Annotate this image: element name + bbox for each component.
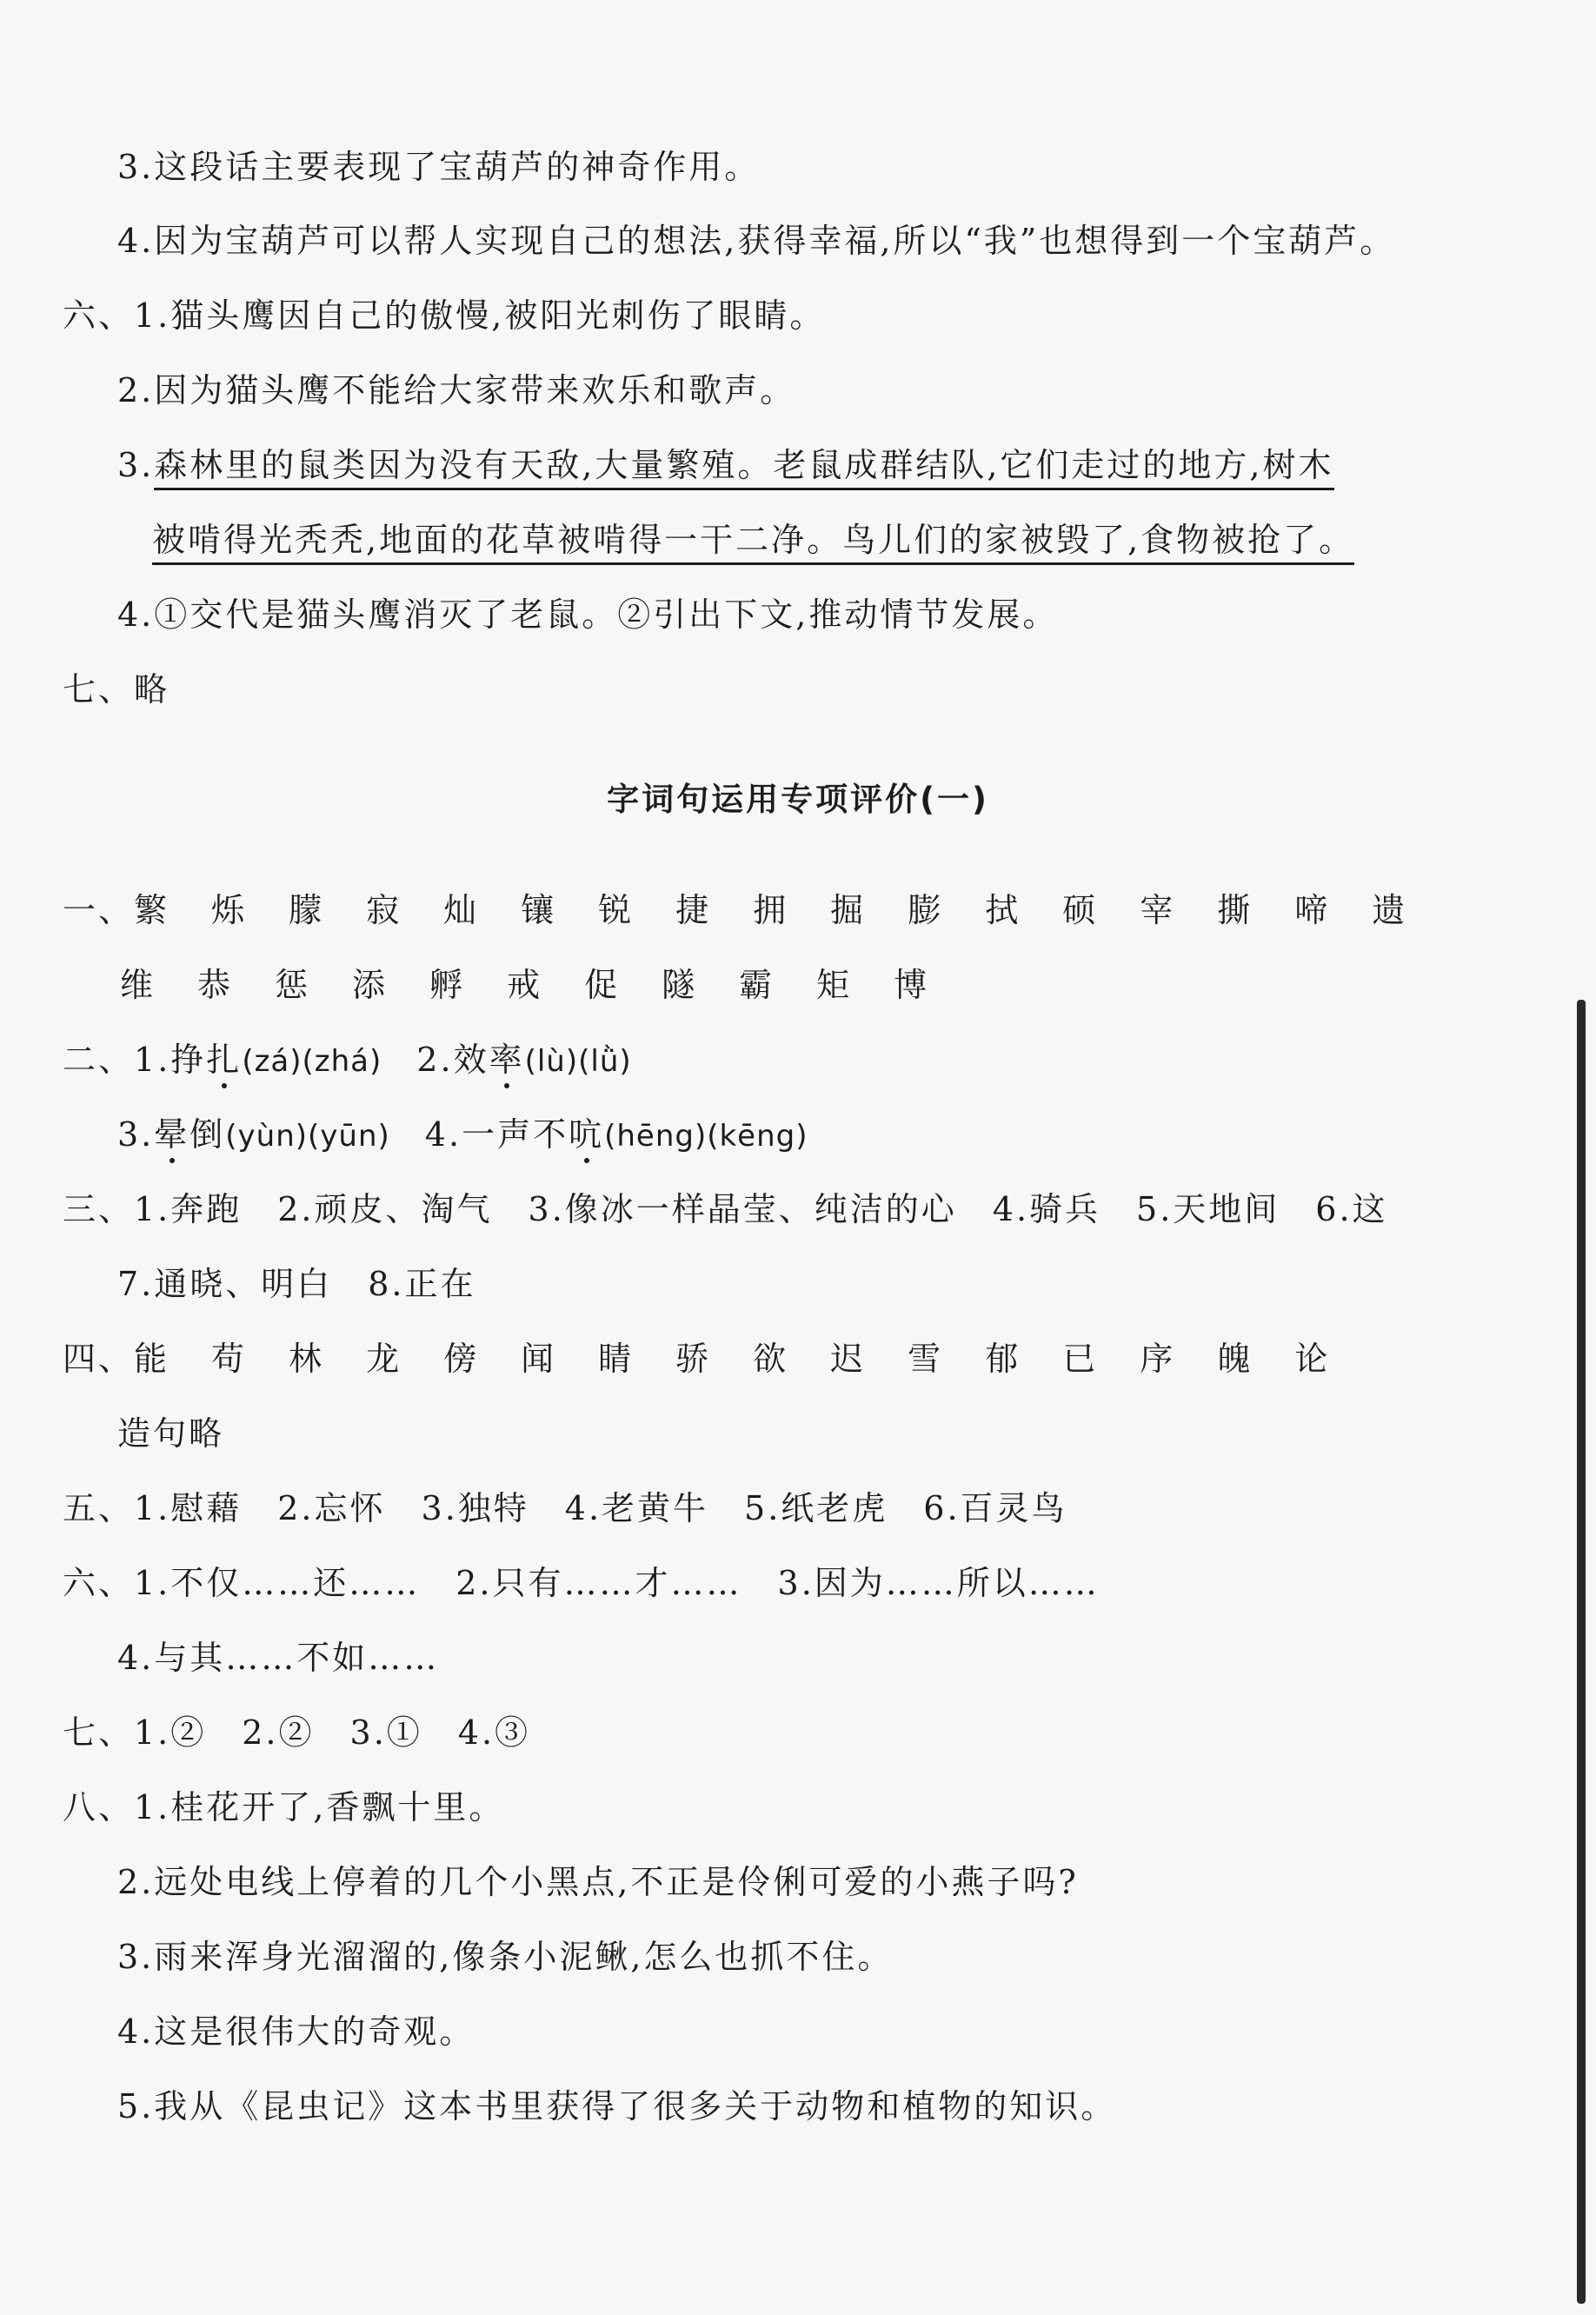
pinyin: (zá)(zhá) xyxy=(242,1044,382,1079)
char: 林 xyxy=(289,1340,325,1378)
char: 啼 xyxy=(1294,891,1331,929)
pinyin: (lù)(lǜ) xyxy=(524,1044,632,1079)
char: 促 xyxy=(584,966,621,1004)
char: 繁 xyxy=(134,891,170,929)
q2-line1: 二、1.挣扎(zá)(zhá) 2.效率(lù)(lǜ) xyxy=(63,1038,632,1083)
item-number: 3. xyxy=(117,446,155,484)
char: 魄 xyxy=(1217,1340,1254,1378)
char: 烁 xyxy=(211,891,248,929)
q1-row1 xyxy=(63,888,1407,932)
q6-line1: 六、1.不仅……还…… 2.只有……才…… 3.因为……所以…… xyxy=(63,1564,1100,1602)
char: 论 xyxy=(1294,1340,1331,1378)
answer-line: 3.这段话主要表现了宝葫芦的神奇作用。 xyxy=(117,148,761,186)
q8-line: 4.这是很伟大的奇观。 xyxy=(117,2012,475,2051)
q5-line: 五、1.慰藉 2.忘怀 3.独特 4.老黄牛 5.纸老虎 6.百灵鸟 xyxy=(63,1489,1067,1527)
char: 捷 xyxy=(675,891,712,929)
char: 傍 xyxy=(443,1340,480,1378)
char: 睛 xyxy=(598,1340,635,1378)
char: 孵 xyxy=(429,966,466,1004)
q8-line: 5.我从《昆虫记》这本书里获得了很多关于动物和植物的知识。 xyxy=(117,2087,1117,2125)
q-prefix: 二、 xyxy=(63,1041,135,1079)
answer-line xyxy=(152,518,1354,562)
char: 已 xyxy=(1062,1340,1099,1378)
q-prefix: 一、 xyxy=(63,891,135,929)
char: 能 xyxy=(134,1340,170,1378)
q8-line: 2.远处电线上停着的几个小黑点,不正是伶俐可爱的小燕子吗? xyxy=(117,1863,1079,1901)
dotted-char: 率 xyxy=(489,1038,525,1081)
char: 拭 xyxy=(985,891,1021,929)
char: 硕 xyxy=(1062,891,1099,929)
char: 惩 xyxy=(275,966,311,1004)
char: 博 xyxy=(894,966,930,1004)
char: 矩 xyxy=(816,966,853,1004)
char: 拥 xyxy=(753,891,789,929)
q3-line1: 三、1.奔跑 2.顽皮、淘气 3.像冰一样晶莹、纯洁的心 4.骑兵 5.天地间 6.这 xyxy=(63,1190,1388,1228)
dotted-char: 晕 xyxy=(154,1113,190,1156)
char: 欲 xyxy=(753,1340,789,1378)
underlined-answer: 被啃得光秃秃,地面的花草被啃得一干二净。鸟儿们的家被毁了,食物被抢了。 xyxy=(152,521,1354,565)
char: 霸 xyxy=(739,966,775,1004)
char: 郁 xyxy=(985,1340,1021,1378)
item-number: 2. xyxy=(416,1041,454,1079)
char: 迟 xyxy=(830,1340,867,1378)
q4-row1 xyxy=(63,1337,1330,1380)
char: 寂 xyxy=(366,891,402,929)
answer-line: 4.因为宝葫芦可以帮人实现自己的想法,获得幸福,所以“我”也想得到一个宝葫芦。 xyxy=(117,222,1396,260)
q6-line2: 4.与其……不如…… xyxy=(117,1639,440,1677)
q7-line: 七、1.② 2.② 3.① 4.③ xyxy=(63,1713,531,1752)
answer-line xyxy=(117,443,1334,487)
char: 戒 xyxy=(507,966,543,1004)
char: 雪 xyxy=(908,1340,944,1378)
char: 镶 xyxy=(521,891,557,929)
dotted-char: 扎 xyxy=(206,1038,242,1081)
char: 维 xyxy=(120,966,156,1004)
answer-line: 六、1.猫头鹰因自己的傲慢,被阳光刺伤了眼睛。 xyxy=(63,296,826,335)
q-prefix: 四、 xyxy=(63,1340,135,1378)
section-title: 字词句运用专项评价(一) xyxy=(607,781,989,818)
char: 遗 xyxy=(1372,891,1408,929)
underlined-answer: 森林里的鼠类因为没有天敌,大量繁殖。老鼠成群结队,它们走过的地方,树木 xyxy=(154,446,1333,490)
item-number: 3. xyxy=(117,1115,155,1154)
char: 苟 xyxy=(211,1340,248,1378)
q4-note: 造句略 xyxy=(117,1414,225,1453)
char: 闻 xyxy=(521,1340,557,1378)
char: 灿 xyxy=(443,891,480,929)
pinyin: (hēng)(kēng) xyxy=(604,1119,808,1154)
item-number: 1. xyxy=(134,1041,171,1079)
char: 膨 xyxy=(908,891,944,929)
char: 朦 xyxy=(289,891,325,929)
answer-line: 2.因为猫头鹰不能给大家带来欢乐和歌声。 xyxy=(117,371,796,409)
q8-line: 八、1.桂花开了,香飘十里。 xyxy=(63,1788,505,1826)
scan-edge-shadow xyxy=(1577,1000,1586,2304)
pinyin: (yùn)(yūn) xyxy=(225,1119,390,1154)
q3-line2: 7.通晓、明白 8.正在 xyxy=(117,1265,476,1303)
q8-line: 3.雨来浑身光溜溜的,像条小泥鳅,怎么也抓不住。 xyxy=(117,1938,894,1976)
q1-row2 xyxy=(120,963,929,1007)
char: 龙 xyxy=(366,1340,402,1378)
item-number: 4. xyxy=(424,1115,462,1154)
char: 撕 xyxy=(1217,891,1254,929)
answer-line: 4.①交代是猫头鹰消灭了老鼠。②引出下文,推动情节发展。 xyxy=(117,595,1059,634)
dotted-char: 吭 xyxy=(569,1113,604,1156)
answer-line: 七、略 xyxy=(63,670,170,708)
char: 添 xyxy=(352,966,389,1004)
char: 序 xyxy=(1140,1340,1176,1378)
char: 宰 xyxy=(1140,891,1176,929)
q2-line2: 3.晕倒(yùn)(yūn) 4.一声不吭(hēng)(kēng) xyxy=(117,1113,808,1158)
char: 骄 xyxy=(675,1340,712,1378)
char: 锐 xyxy=(598,891,635,929)
char: 隧 xyxy=(662,966,698,1004)
char: 掘 xyxy=(830,891,867,929)
char: 恭 xyxy=(197,966,234,1004)
